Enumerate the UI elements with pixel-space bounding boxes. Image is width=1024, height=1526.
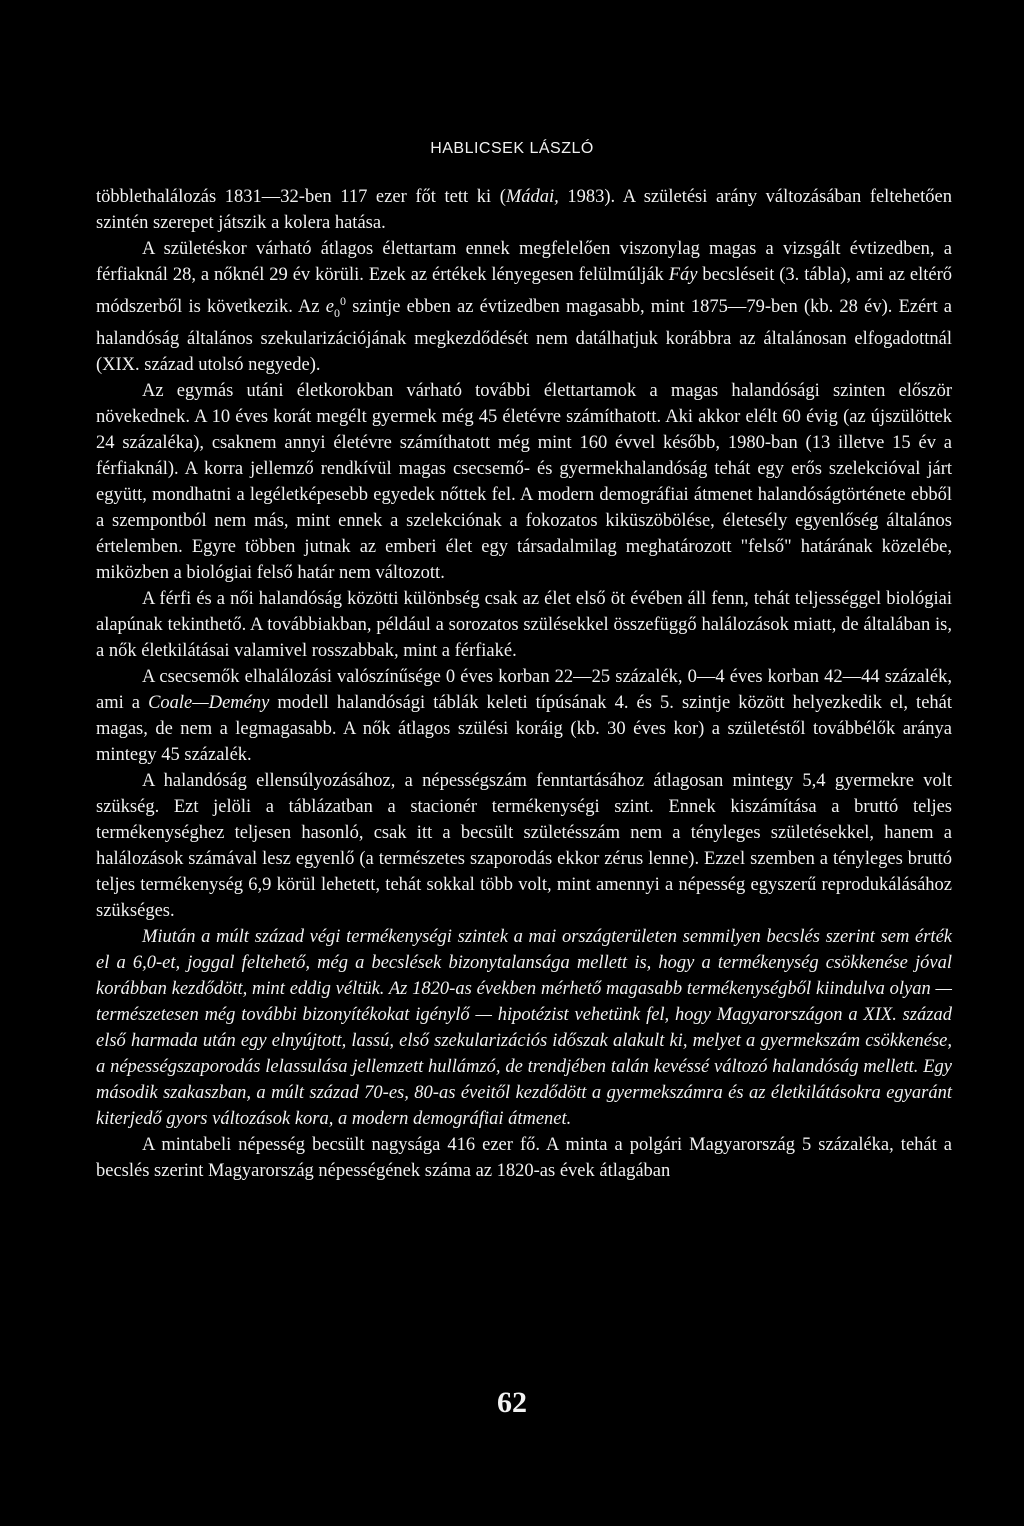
text-run: 0 [340,294,346,308]
paragraph [96,768,952,924]
text-run: becsléseit (3. tábla), ami az eltérő módszerből is következik. Az [96,265,952,318]
text-run: szintje ebben az évtizedben magasabb, mint 1875—79-ben (kb. 28 év). Ezért a halandóság általános szekularizációjának megkezdődését nem datálhatjuk korábbra az általánosan elfogadottnál (XIX. század utolsó negyede). [96,297,952,375]
text-run: 0 [334,305,340,320]
text-run: A férfi és a női halandóság közötti különbség csak az élet első öt évében áll fenn, tehát teljességgel biológiai alapúnak tekinthető. A továbbiakban, például a sorozatos szülésekkel összefüggő halálozások miatt, de általában is, a nők életkilátásai valamivel rosszabbak, mint a férfiaké. [96,588,952,661]
paragraph [96,664,952,768]
text-run: A halandóság ellensúlyozásához, a népességszám fenntartásához átlagosan mintegy 5,4 gyermekre volt szükség. Ezt jelöli a táblázatban a stacionér termékenységi szint. Ennek kiszámítása a bruttó teljes termékenységhez teljesen hasonló, csak itt a becsült születésszám nem a tényleges születésekkel, hanem a halálozások számával lesz egyenlő (a természetes szaporodás ekkor zérus lenne). Ezzel szemben a tényleges bruttó teljes termékenység 6,9 körül lehetett, tehát sokkal több volt, mint amennyi a népesség egyszerű reprodukálásához szükséges. [96,770,952,921]
paragraph [96,1132,952,1184]
text-run: Mádai, [505,187,559,207]
paragraph [96,586,952,664]
text-run: A születéskor várható átlagos élettartam ennek megfelelően viszonylag magas a vizsgált évtizedben, a férfiaknál 28, a nőknél 29 év körüli. Ezek az értékek lényegesen felülmúlják [96,239,952,285]
running-header: HABLICSEK LÁSZLÓ [430,140,594,157]
text-run: többlethalálozás 1831—32-ben 117 ezer főt tett ki ( [96,187,506,207]
text-run: modell halandósági táblák keleti típúsának 4. és 5. szintje között helyezkedik el, tehát magas, de nem a legmagasabb. A nők átlagos szülési koráig (kb. 30 éves kor) a születéstől továbbélők aránya mintegy 45 százalék. [96,692,953,765]
text-run: Miután a múlt század végi termékenységi szintek a mai országterületen semmilyen becslés szerint sem érték el a 6,0-et, joggal feltehető, még a becslések bizonytalansága mellett is, hogy a termékenység csökkenése jóval korábban kezdődött, mint eddig véltük. Az 1820-as években mérhető magasabb termékenységből kiindulva olyan — természetesen még további bizonyítékokat igénylő — hipotézist vehetünk fel, hogy Magyarországon a XIX. század első harmada után egy elnyújtott, lassú, első szekularizációs időszak alakult ki, melyet a gyermekszám csökkenése, a népességszaporodás lelassulása jellemzett hullámzó, de trendjében talán kevéssé változó halandóság mellett. Egy második szakaszban, a múlt század 70-es, 80-as éveitől kezdődött a gyermekszámra és az életkilátásokra egyaránt kiterjedő gyors változások kora, a modern demográfiai átmenet. [96,926,952,1129]
paragraph [96,924,952,1132]
text-run: Az egymás utáni életkorokban várható további élettartamok a magas halandósági szinten először növekednek. A 10 éves korát megélt gyermek még 45 életévre számíthatott. Aki akkor elélt 60 évig (az újszülöttek 24 százaléka), csaknem annyi életévre számíthatott még mint 160 évvel később, 1980-ban (13 illetve 15 év a férfiaknál). A korra jellemző rendkívül magas csecsemő- és gyermekhalandóság tehát egy erős szelekcióval járt együtt, mondhatni a legéletképesebb egyedek nőttek fel. A modern demográfiai átmenet halandóságtörténete ebből a szempontból nem más, mint ennek a szelekciónak a fokozatos kiküszöbölése, életesély egyenlőség általános értelemben. Egyre többen jutnak az emberi élet egy társadalmilag meghatározott "felső" határának közelébe, miközben a biológiai felső határ nem változott. [96,380,952,583]
text-run: 1983). A születési arány változásában feltehetően szintén szerepet játszik a kolera hatása. [96,187,952,233]
paragraph [96,378,952,586]
page-number: 62 [497,1386,527,1419]
text-run: A mintabeli népesség becsült nagysága 416 ezer fő. A minta a polgári Magyarország 5 százaléka, tehát a becslés szerint Magyarország népességének száma az 1820-as évek átlagában [96,1134,952,1181]
text-run: Fáy [668,265,698,285]
text-run: A csecsemők elhalálozási valószínűsége 0 éves korban 22—25 százalék, 0—4 éves korban 42—44 százalék, ami a [96,666,952,713]
body-text [96,184,952,1184]
text-run: e [325,297,334,318]
text-run: Coale—Demény [148,692,270,713]
paragraph [96,236,952,378]
paragraph [96,184,952,236]
